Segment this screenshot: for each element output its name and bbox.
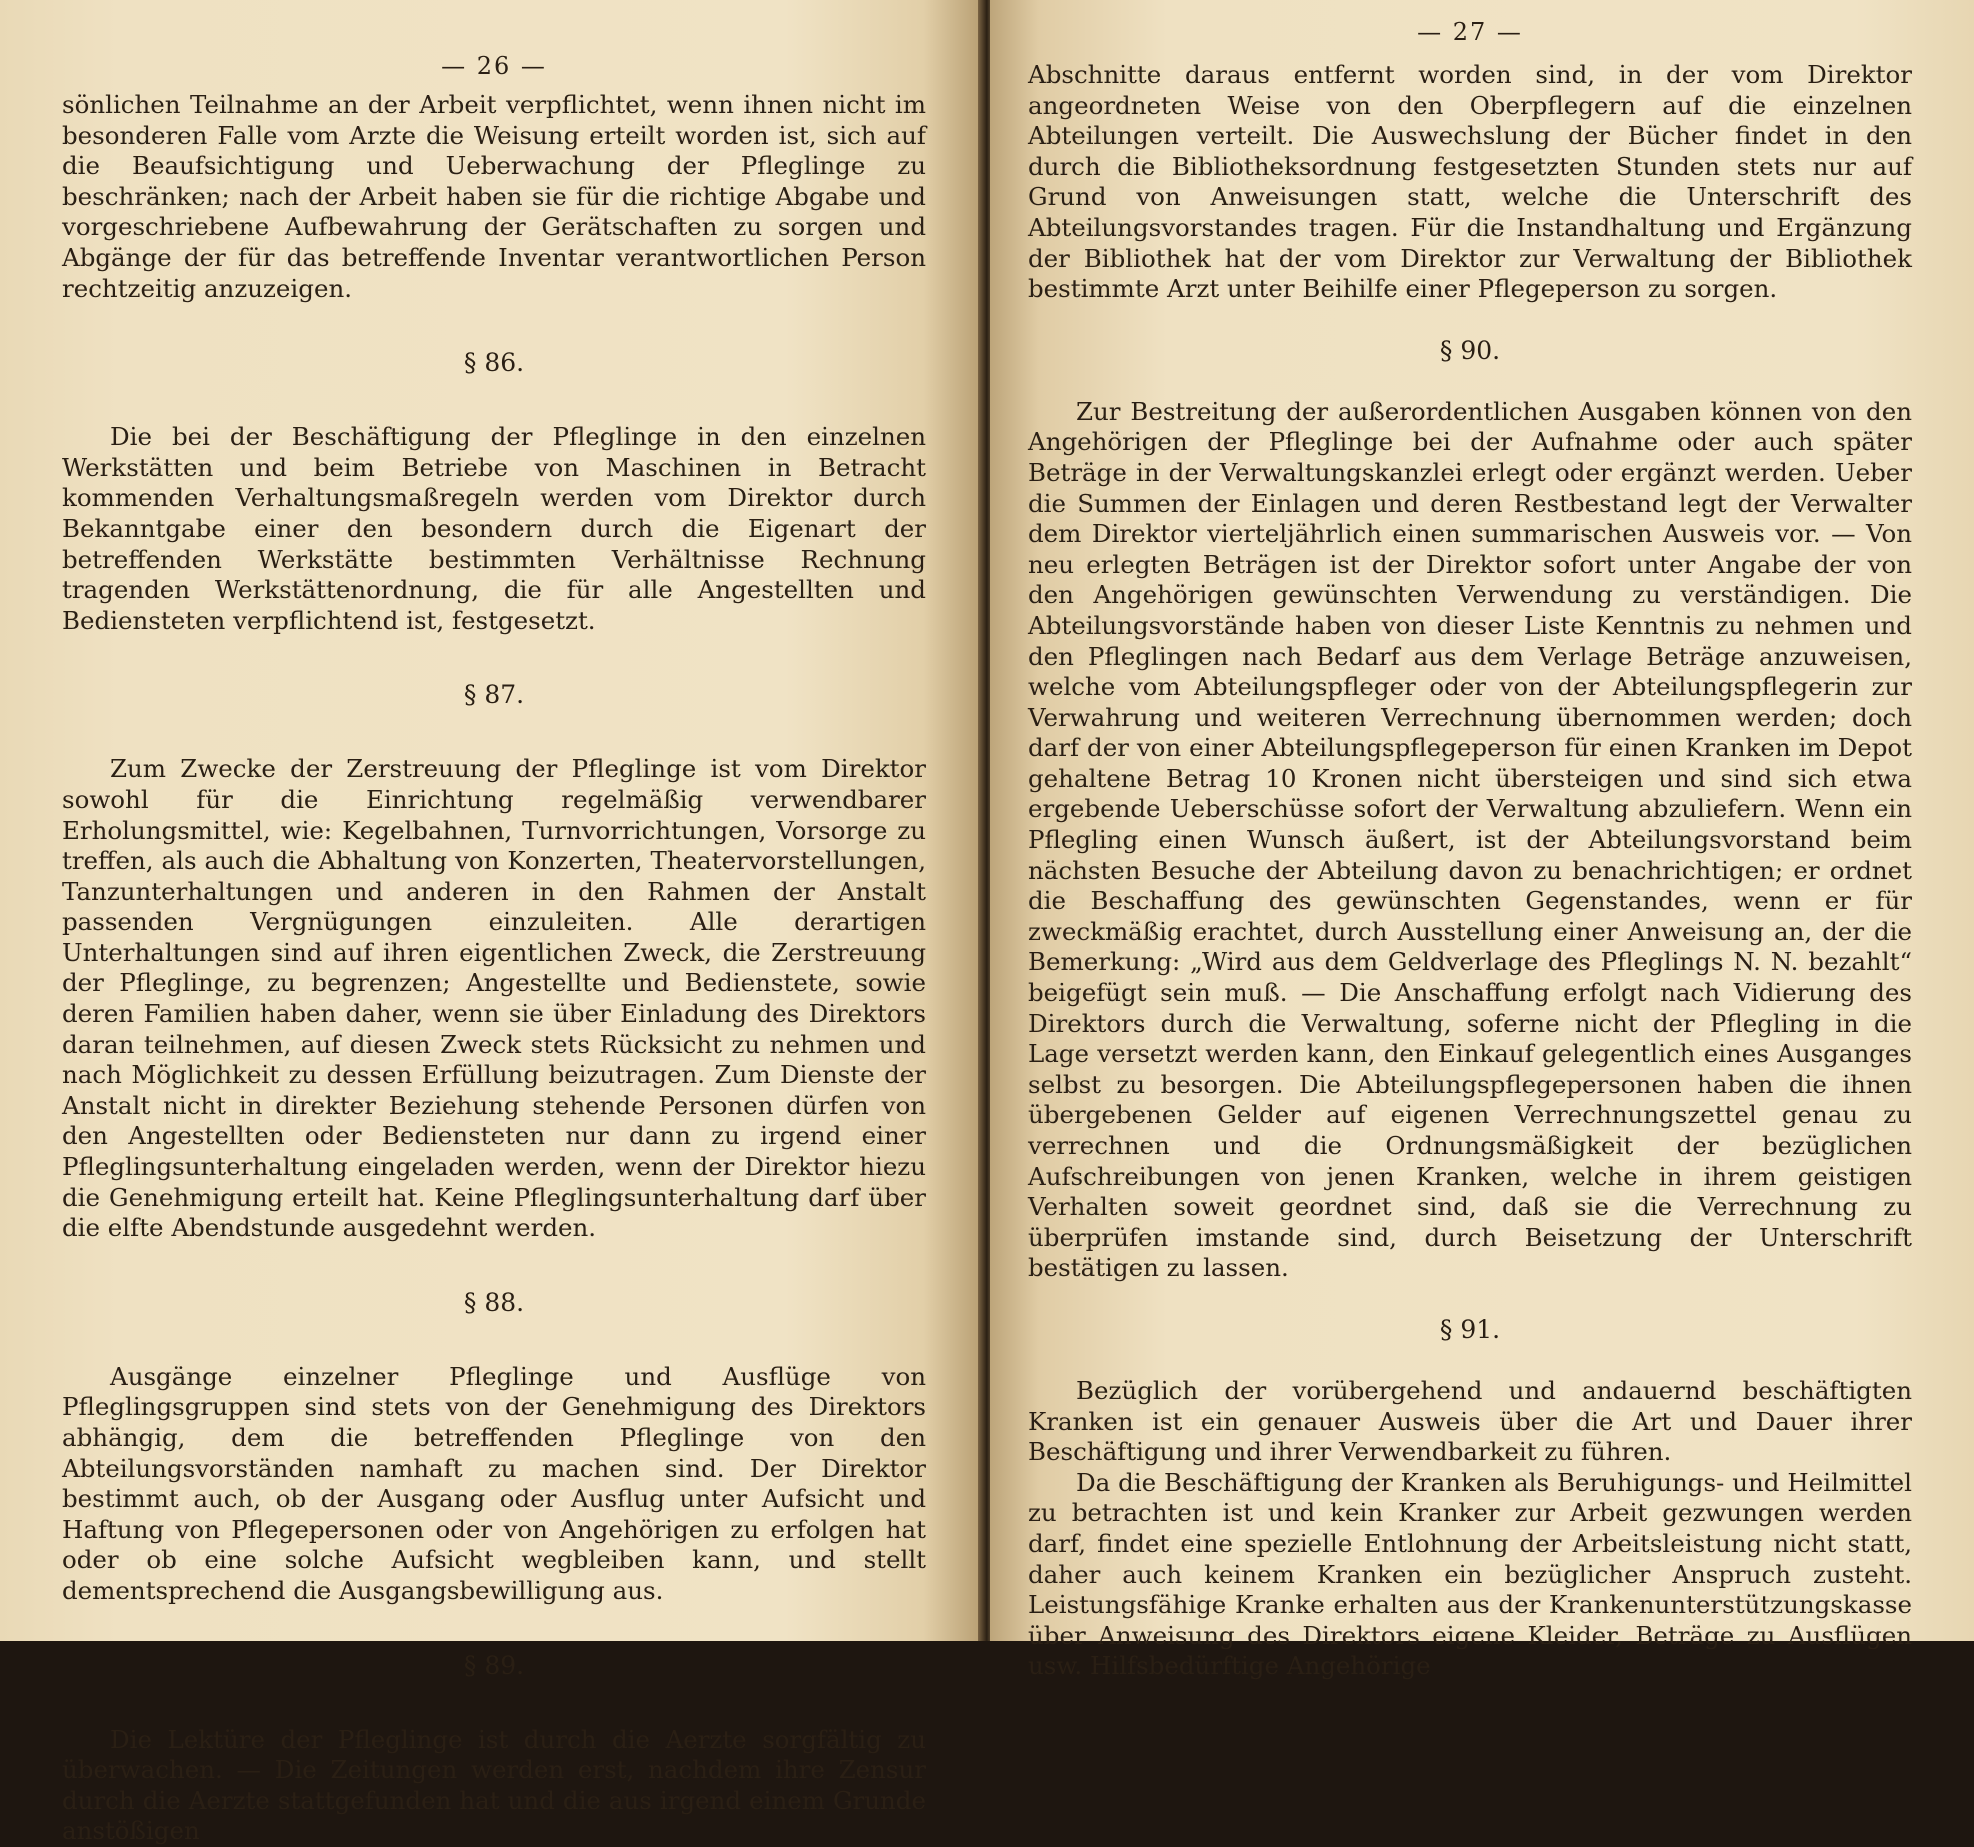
page-right [990, 0, 1974, 1681]
section-heading-88: § 88. [463, 1287, 525, 1317]
page-number-left: — 26 — [441, 52, 547, 80]
paragraph-88: Ausgänge einzelner Pfleglinge und Ausflüge von Pfleglingsgruppen sind stets von der Genehmigung des Direktors abhängig, dem die betreffenden Pfleglinge von den Abteilungsvorständen namhaft zu machen sind. Der Direktor bestimmt auch, ob der Ausgang oder Ausflug unter Aufsicht und Haftung von Pflegepersonen oder von Angehörigen zu erfolgen hat oder ob eine solche Aufsicht wegbleiben kann, und stellt dementsprechend die Ausgangsbewilligung aus. [62, 1361, 926, 1605]
paragraph-86: Die bei der Beschäftigung der Pfleglinge in den einzelnen Werkstätten und beim Betriebe von Maschinen in Betracht kommenden Verhaltungsmaßregeln werden vom Direktor durch Bekanntgabe einer den besondern durch die Eigenart der betreffenden Werkstätte bestimmten Verhältnisse Rechnung tragenden Werkstättenordnung, die für alle Angestellten und Bediensteten verpflichtend ist, festgesetzt. [62, 422, 926, 635]
section-heading-91: § 91. [1439, 1314, 1501, 1344]
paragraph-continued: sönlichen Teilnahme an der Arbeit verpflichtet, wenn ihnen nicht im besonderen Falle vom Arzte die Weisung erteilt worden ist, sich auf die Beaufsichtigung und Ueberwachung der Pfleglinge zu beschränken; nach der Arbeit haben sie für die richtige Abgabe und vorgeschriebene Aufbewahrung der Gerätschaften zu sorgen und Abgänge der für das betreffende Inventar verantwortlichen Person rechtzeitig anzuzeigen. [62, 90, 926, 303]
page-left [0, 0, 982, 1846]
paragraph-continued: Abschnitte daraus entfernt worden sind, in der vom Direktor angeordneten Weise von den Oberpflegern auf die einzelnen Abteilungen verteilt. Die Auswechslung der Bücher findet in den durch die Bibliotheksordnung festgesetzten Stunden stets nur auf Grund von Anweisungen statt, welche die Unterschrift des Abteilungsvorstandes tragen. Für die Instandhaltung und Ergänzung der Bibliothek hat der vom Direktor zur Verwaltung der Bibliothek bestimmte Arzt unter Beihilfe einer Pflegeperson zu sorgen. [1028, 60, 1912, 304]
section-heading-90: § 90. [1439, 335, 1501, 365]
section-heading-86: § 86. [463, 348, 525, 378]
paragraph-87: Zum Zwecke der Zerstreuung der Pfleglinge ist vom Direktor sowohl für die Einrichtung regelmäßig verwendbarer Erholungsmittel, wie: Kegelbahnen, Turnvorrichtungen, Vorsorge zu treffen, als auch die Abhaltung von Konzerten, Theatervorstellungen, Tanzunterhaltungen und anderen in den Rahmen der Anstalt passenden Vergnügungen einzuleiten. Alle derartigen Unterhaltungen sind auf ihren eigentlichen Zweck, die Zerstreuung der Pfleglinge, zu begrenzen; Angestellte und Bedienstete, sowie deren Familien haben daher, wenn sie über Einladung des Direktors daran teilnehmen, auf diesen Zweck stets Rücksicht zu nehmen und nach Möglichkeit zu dessen Erfüllung beizutragen. Zum Dienste der Anstalt nicht in direkter Beziehung stehende Personen dürfen von den Angestellten oder Bediensteten nur dann zu irgend einer Pfleglingsunterhaltung eingeladen werden, wenn der Direktor hiezu die Genehmigung erteilt hat. Keine Pfleglingsunterhaltung darf über die elfte Abendstunde ausgedehnt werden. [62, 754, 926, 1243]
section-heading-89: § 89. [463, 1650, 525, 1680]
page-number-right: — 27 — [1417, 18, 1523, 46]
paragraph-91a: Bezüglich der vorübergehend und andauernd beschäftigten Kranken ist ein genauer Ausweis über die Art und Dauer ihrer Beschäftigung und ihrer Verwendbarkeit zu führen. [1028, 1375, 1912, 1467]
paragraph-91b: Da die Beschäftigung der Kranken als Beruhigungs- und Heilmittel zu betrachten ist und kein Kranker zur Arbeit gezwungen werden darf, findet eine spezielle Entlohnung der Arbeitsleistung nicht statt, daher auch keinem Kranken ein bezüglicher Anspruch zusteht. Leistungsfähige Kranke erhalten aus der Krankenunterstützungskasse über Anweisung des Direktors eigene Kleider, Beträge zu Ausflügen usw. Hilfsbedürftige Angehörige [1028, 1467, 1912, 1681]
paragraph-90: Zur Bestreitung der außerordentlichen Ausgaben können von den Angehörigen der Pfleglinge bei der Aufnahme oder auch später Beträge in der Verwaltungskanzlei erlegt oder ergänzt werden. Ueber die Summen der Einlagen und deren Restbestand legt der Verwalter dem Direktor vierteljährlich einen summarischen Ausweis vor. — Von neu erlegten Beträgen ist der Direktor sofort unter Angabe der von den Angehörigen gewünschten Verwendung zu verständigen. Die Abteilungsvorstände haben von dieser Liste Kenntnis zu nehmen und den Pfleglingen nach Bedarf aus dem Verlage Beträge anzuweisen, welche vom Abteilungspfleger oder von der Abteilungspflegerin zur Verwahrung und weiteren Verrechnung übernommen werden; doch darf der von einer Abteilungspflegeperson für einen Kranken im Depot gehaltene Betrag 10 Kronen nicht übersteigen und sind sich etwa ergebende Ueberschüsse sofort der Verwaltung abzuliefern. Wenn ein Pflegling einen Wunsch äußert, ist der Abteilungsvorstand beim nächsten Besuche der Abteilung davon zu benachrichtigen; er ordnet die Beschaffung des gewünschten Gegenstandes, wenn er für zweckmäßig erachtet, durch Ausstellung einer Anweisung an, der die Bemerkung: „Wird aus dem Geldverlage des Pfleglings N. N. bezahlt“ beigefügt sein muß. — Die Anschaffung erfolgt nach Vidierung des Direktors durch die Verwaltung, soferne nicht der Pflegling in die Lage versetzt werden kann, den Einkauf gelegentlich eines Ausganges selbst zu besorgen. Die Abteilungspflegepersonen haben die ihnen übergebenen Gelder auf eigenen Verrechnungszettel genau zu verrechnen und die Ordnungsmäßigkeit der bezüglichen Aufschreibungen von jenen Kranken, welche in ihrem geistigen Verhalten soweit geordnet sind, daß sie die Verrechnung zu überprüfen imstande sind, durch Beisetzung der Unterschrift bestätigen zu lassen. [1028, 396, 1912, 1283]
section-heading-87: § 87. [463, 680, 525, 710]
paragraph-89: Die Lektüre der Pfleglinge ist durch die Aerzte sorgfältig zu überwachen. — Die Zeitungen werden erst, nachdem ihre Zensur durch die Aerzte stattgefunden hat und die aus irgend einem Grunde anstößigen [62, 1724, 926, 1846]
